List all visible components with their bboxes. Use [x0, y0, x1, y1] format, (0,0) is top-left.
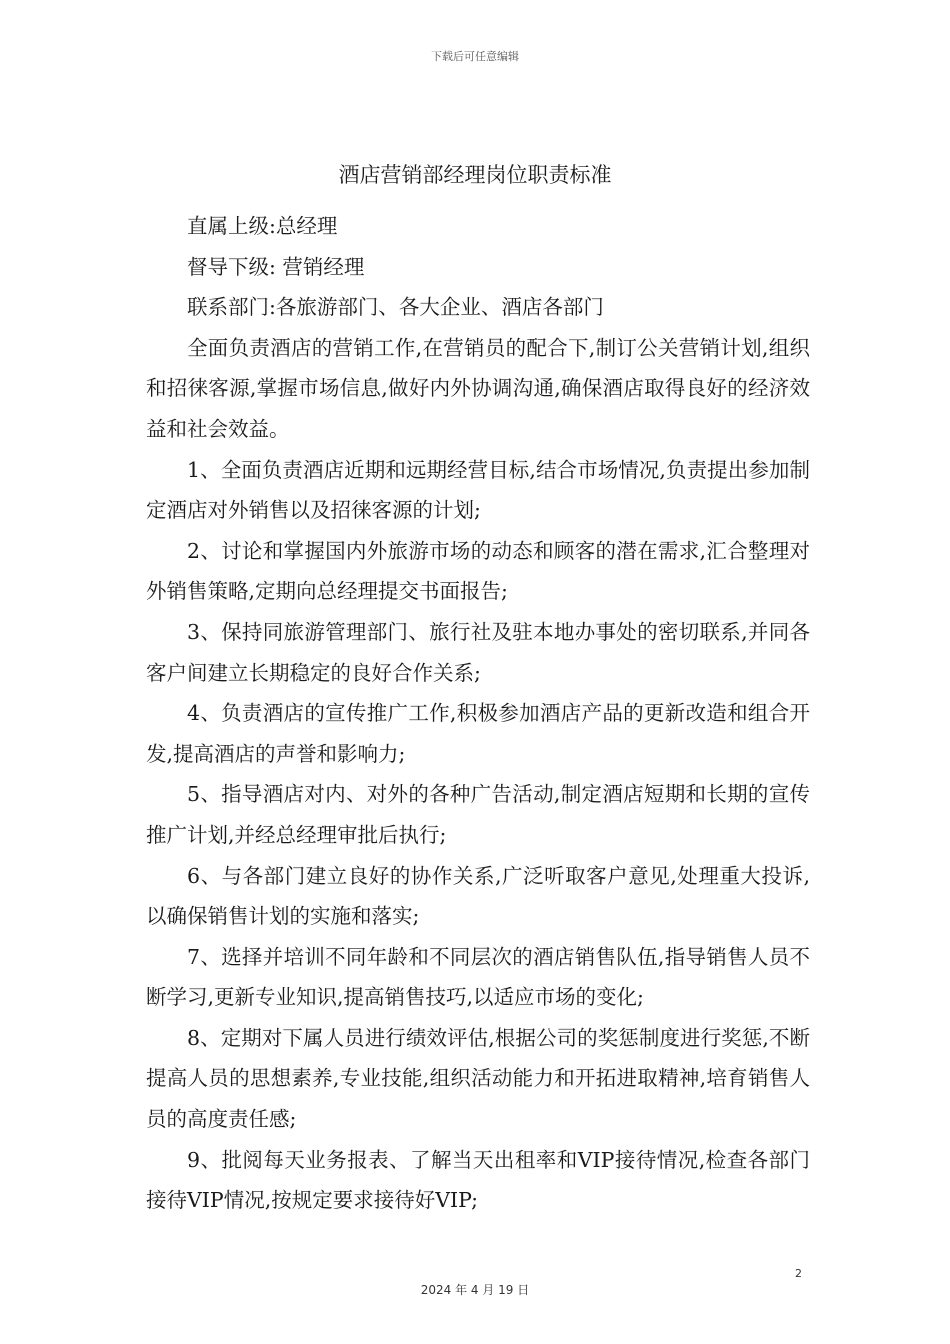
paragraph-duty-7: 7、选择并培训不同年龄和不同层次的酒店销售队伍,指导销售人员不断学习,更新专业知识,提高销售技巧,以适应市场的变化; — [146, 944, 810, 1010]
paragraph-duty-1: 1、全面负责酒店近期和远期经营目标,结合市场情况,负责提出参加制定酒店对外销售以及招徕客源的计划; — [146, 457, 810, 523]
paragraph-duty-2: 2、讨论和掌握国内外旅游市场的动态和顾客的潜在需求,汇合整理对外销售策略,定期向总经理提交书面报告; — [146, 538, 810, 604]
paragraph-duty-9: 9、批阅每天业务报表、了解当天出租率和VIP接待情况,检查各部门接待VIP情况,按规定要求接待好VIP; — [146, 1147, 810, 1213]
page-number: 2 — [795, 1267, 802, 1280]
paragraph-superior: 直属上级:总经理 — [187, 214, 338, 238]
paragraph-duty-4: 4、负责酒店的宣传推广工作,积极参加酒店产品的更新改造和组合开发,提高酒店的声誉和影响力; — [146, 701, 810, 766]
paragraph-overview: 全面负责酒店的营销工作,在营销员的配合下,制订公关营销计划,组织和招徕客源,掌握市场信息,做好内外协调沟通,确保酒店取得良好的经济效益和社会效益。 — [146, 335, 810, 441]
header-note: 下载后可任意编辑 — [431, 50, 519, 63]
paragraph-duty-6: 6、与各部门建立良好的协作关系,广泛听取客户意见,处理重大投诉,以确保销售计划的实施和落实; — [146, 863, 810, 929]
document-title: 酒店营销部经理岗位职责标准 — [338, 163, 612, 187]
document-body — [146, 206, 810, 1221]
paragraph-duty-8: 8、定期对下属人员进行绩效评估,根据公司的奖惩制度进行奖惩,不断提高人员的思想素养,专业技能,组织活动能力和开拓进取精神,培育销售人员的高度责任感; — [146, 1025, 810, 1132]
paragraph-contact-departments: 联系部门:各旅游部门、各大企业、酒店各部门 — [187, 295, 604, 320]
footer-date: 2024 年 4 月 19 日 — [420, 1283, 530, 1297]
paragraph-duty-5: 5、指导酒店对内、对外的各种广告活动,制定酒店短期和长期的宣传推广计划,并经总经理审批后执行; — [146, 782, 810, 847]
paragraph-duty-3: 3、保持同旅游管理部门、旅行社及驻本地办事处的密切联系,并同各客户间建立长期稳定的良好合作关系; — [146, 619, 810, 685]
paragraph-subordinate: 督导下级: 营销经理 — [187, 254, 365, 279]
